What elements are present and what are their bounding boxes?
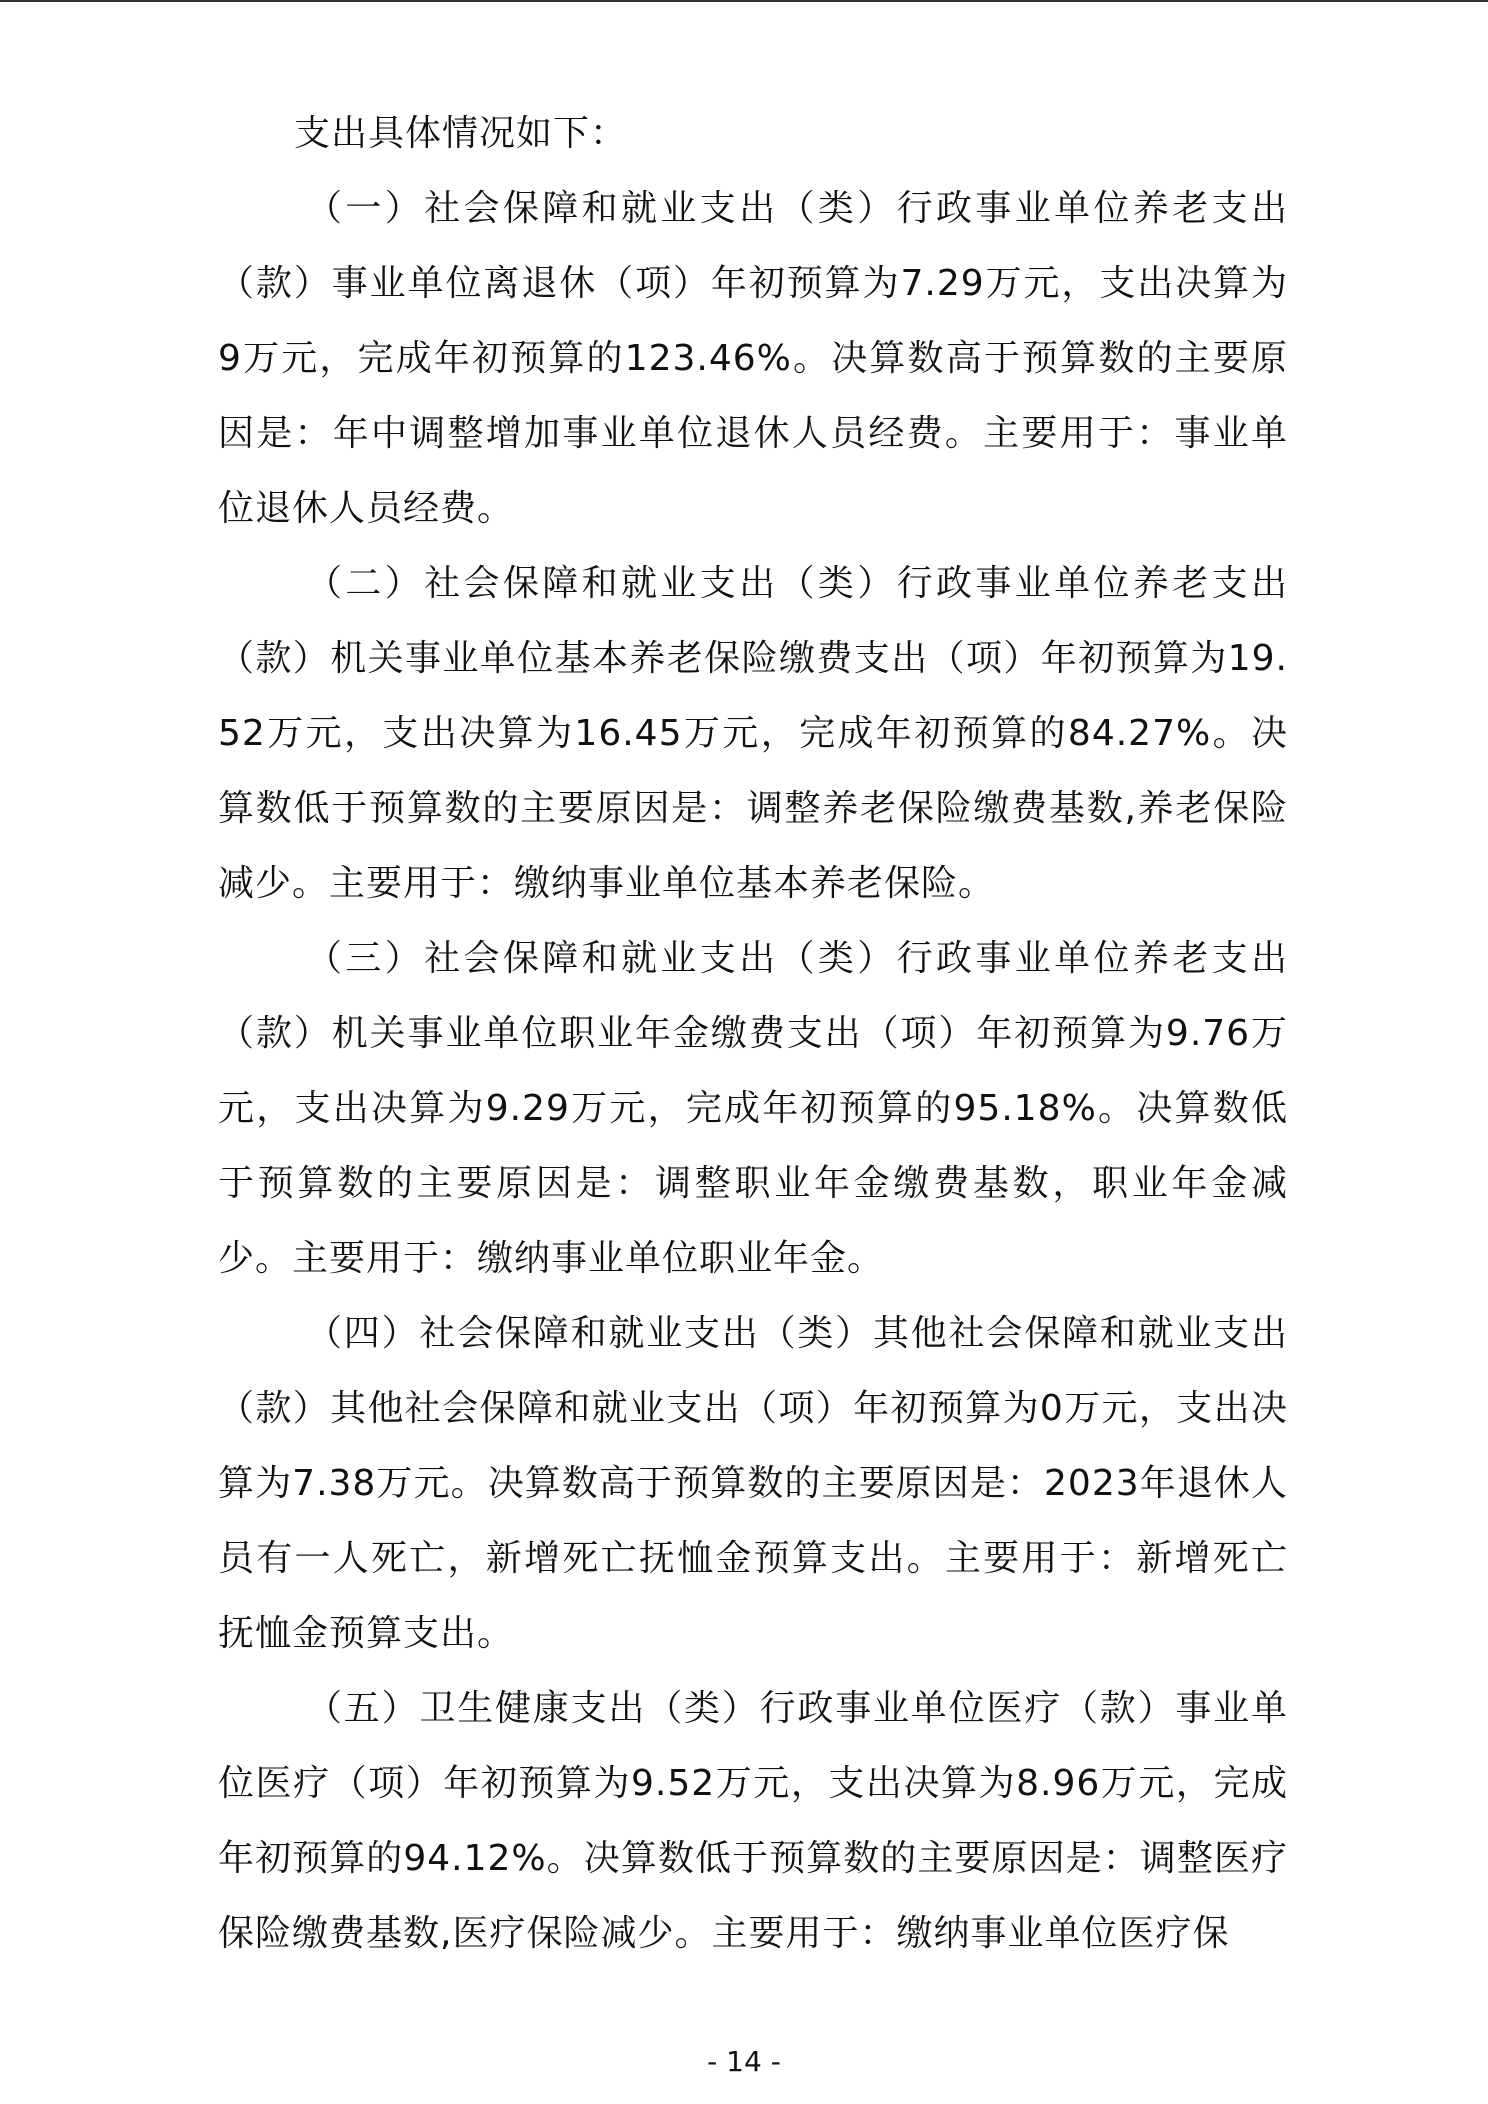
paragraph-item-1: （一）社会保障和就业支出（类）行政事业单位养老支出（款）事业单位离退休（项）年初预算为7.29万元，支出决算为9万元，完成年初预算的123.46%。决算数高于预算数的主要原因是：年中调整增加事业单位退休人员经费。主要用于：事业单位退休人员经费。 (218, 188, 1288, 529)
paragraph-item-5: （五）卫生健康支出（类）行政事业单位医疗（款）事业单位医疗（项）年初预算为9.52万元，支出决算为8.96万元，完成年初预算的94.12%。决算数低于预算数的主要原因是：调整医疗保险缴费基数,医疗保险减少。主要用于：缴纳事业单位医疗保 (218, 1688, 1288, 1954)
paragraph-item-3: （三）社会保障和就业支出（类）行政事业单位养老支出（款）机关事业单位职业年金缴费支出（项）年初预算为9.76万元，支出决算为9.29万元，完成年初预算的95.18%。决算数低于预算数的主要原因是：调整职业年金缴费基数，职业年金减少。主要用于：缴纳事业单位职业年金。 (218, 938, 1288, 1279)
paragraph-item-2: （二）社会保障和就业支出（类）行政事业单位养老支出（款）机关事业单位基本养老保险缴费支出（项）年初预算为19.52万元，支出决算为16.45万元，完成年初预算的84.27%。决算数低于预算数的主要原因是：调整养老保险缴费基数,养老保险减少。主要用于：缴纳事业单位基本养老保险。 (218, 563, 1288, 904)
paragraph-item-4: （四）社会保障和就业支出（类）其他社会保障和就业支出（款）其他社会保障和就业支出（项）年初预算为0万元，支出决算为7.38万元。决算数高于预算数的主要原因是：2023年退休人员有一人死亡，新增死亡抚恤金预算支出。主要用于：新增死亡抚恤金预算支出。 (218, 1313, 1288, 1654)
page-number: - 14 - (707, 2045, 781, 2078)
top-border (0, 0, 1488, 2)
intro-paragraph: 支出具体情况如下： (294, 113, 628, 154)
document-body (218, 96, 1288, 1971)
